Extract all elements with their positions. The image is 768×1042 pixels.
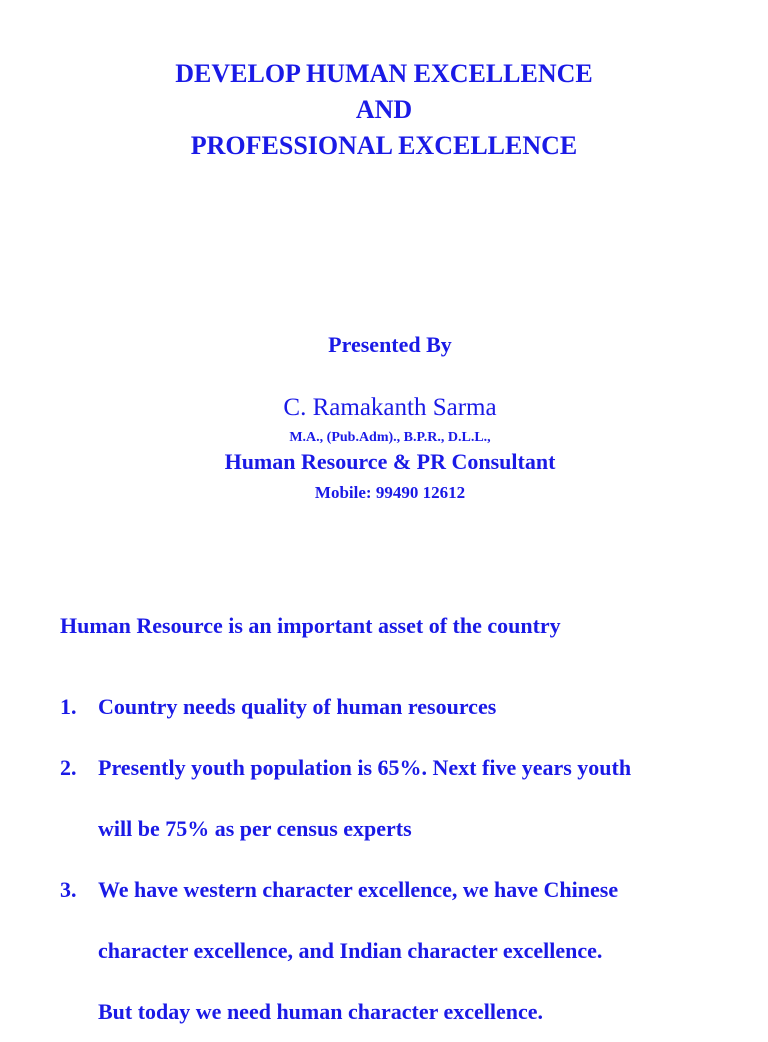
list-item-text: Country needs quality of human resources — [98, 694, 497, 719]
title-line-3: PROFESSIONAL EXCELLENCE — [190, 131, 578, 160]
title-line-2: AND — [355, 95, 413, 124]
list-item-number: 2. — [60, 755, 77, 780]
list-item-text: will be 75% as per census experts — [98, 816, 412, 841]
list-item-text: character excellence, and Indian character excellence. — [98, 938, 603, 963]
presenter-mobile: Mobile: 99490 12612 — [314, 483, 466, 502]
list-item-text: But today we need human character excellence. — [98, 999, 544, 1024]
list-item — [60, 859, 760, 1042]
presented-by-label: Presented By — [328, 332, 452, 357]
document-title — [0, 56, 768, 164]
presenter-qualifications: M.A., (Pub.Adm)., B.P.R., D.L.L., — [289, 430, 491, 445]
presenter-role: Human Resource & PR Consultant — [224, 449, 556, 474]
intro-statement: Human Resource is an important asset of the country — [60, 613, 561, 638]
list-item-text: We have western character excellence, we have Chinese — [98, 877, 619, 902]
list-item-number: 3. — [60, 877, 77, 902]
points-list — [60, 690, 760, 1042]
title-line-1: DEVELOP HUMAN EXCELLENCE — [175, 59, 593, 88]
list-item-number: 1. — [60, 694, 77, 719]
list-item-text: Presently youth population is 65%. Next five years youth — [98, 755, 632, 780]
presenter-name: C. Ramakanth Sarma — [283, 394, 497, 421]
list-item — [60, 676, 760, 737]
list-item — [60, 737, 760, 859]
